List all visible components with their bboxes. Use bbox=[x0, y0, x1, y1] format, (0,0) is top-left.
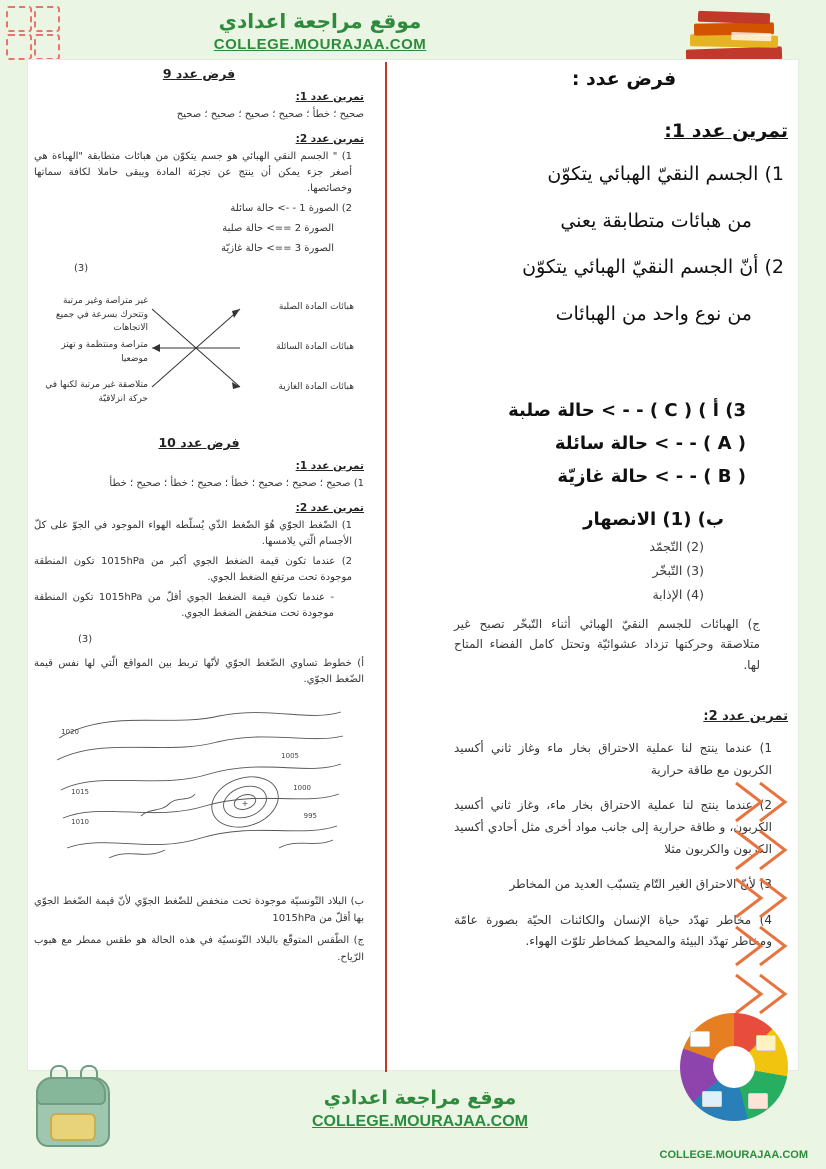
paragraph-c: ج) الهبائات للجسم النقيّ الهبائي أثناء التّبخّر تصبح غير متلاصقة وحركتها تزداد عشوائيّة وتحتل كامل الفضاء المتاح لها. bbox=[454, 617, 760, 672]
footer-url[interactable]: COLLEGE.MOURAJAA.COM bbox=[312, 1113, 528, 1130]
answer-3b: ( A ) - - > حالة سائلة bbox=[554, 433, 746, 454]
exercise-2-item-2: 2) عندما ينتج لنا عملية الاحتراق بخار ماء، وغاز ثاني أكسيد الكربون، و طاقة حرارية إلى جانب مواد أخرى مثل أحادي أكسيد الكربون والكربون مثلا bbox=[454, 798, 772, 856]
chevron-decoration bbox=[718, 779, 790, 1029]
matching-diagram bbox=[44, 293, 354, 413]
option-2: (2) التّجمّد bbox=[649, 539, 704, 554]
block2-line-2: 2) عندما تكون قيمة الضغط الجوي أكبر من 1015hPa تكون المنطقة موجودة تحت مرتفع الضغط الجوي. bbox=[34, 556, 353, 583]
svg-text:1020: 1020 bbox=[61, 728, 79, 736]
match-right-3: متلاصقة غير مرتبة لكنها في حركة انزلاقيّة bbox=[45, 380, 148, 404]
svg-text:1015: 1015 bbox=[71, 788, 89, 796]
match-right-1: غير متراصة وغير مرتبة وتتحرك بسرعة في جميع الاتجاهات bbox=[55, 296, 148, 333]
exercise-2-title: تمرين عدد 2: bbox=[703, 709, 788, 725]
block2-line-3: - عندما تكون قيمة الضغط الجوي أقلّ من 1015hPa تكون المنطقة موجودة تحت منخفض الضغط الجوي. bbox=[34, 592, 335, 619]
question-1: 1) الجسم النقيّ الهبائي يتكوّن bbox=[547, 163, 784, 185]
exercise-2-item-1: 1) عندما ينتج لنا عملية الاحتراق بخار ماء وغاز ثاني أكسيد الكربون مع طاقة حرارية bbox=[454, 741, 772, 777]
pressure-map-sketch bbox=[49, 698, 349, 888]
block1-heading: فرض عدد 9 bbox=[162, 66, 236, 81]
frame-right bbox=[798, 0, 826, 1169]
svg-text:+: + bbox=[241, 799, 249, 808]
match-right-2: متراصة ومنتظمة و تهتز موضعيا bbox=[61, 340, 148, 364]
map-caption-a: أ) خطوط تساوي الضّغط الجوّي لأنّها تربط بين المواقع الّتي لها نفس قيمة الضّغط الجوّي. bbox=[34, 658, 364, 685]
block1-ex1-line: صحيح ؛ خطأ ؛ صحيح ؛ صحيح ؛ صحيح ؛ صحيح bbox=[176, 109, 364, 120]
match-left-1: هبائات المادة الصلبة bbox=[278, 302, 354, 312]
decorative-dotted-squares bbox=[6, 6, 68, 62]
block1-line-2: 2) الصورة 1 - -> حالة سائلة bbox=[230, 203, 352, 214]
svg-text:1000: 1000 bbox=[293, 784, 311, 792]
pressure-map-svg bbox=[49, 698, 349, 883]
option-4: (4) الإذابة bbox=[652, 587, 704, 602]
svg-text:1010: 1010 bbox=[71, 818, 89, 826]
column-divider bbox=[385, 62, 387, 1072]
document-title: فرض عدد : bbox=[571, 68, 677, 90]
header-banner bbox=[60, 4, 580, 58]
frame-left bbox=[0, 0, 28, 1169]
block1-line-1: 1) " الجسم النقي الهبائي هو جسم يتكوّن من هبائات متطابقة "الهباءة هي أصغر جزء يمكن أن ينتج عن تجزئة المادة ويبقى حاملا لكافة سماتها وخصائصها. bbox=[34, 151, 352, 194]
match-left-2: هبائات المادة السائلة bbox=[276, 342, 354, 352]
block1-ex2-title: تمرين عدد 2: bbox=[295, 133, 364, 145]
block2-line-1: 1) الضّغط الجوّي هُوَ الضّغط الذّي يُسلّطه الهواء الموجود في الجوّ على كلّ الأجسام الّتي يلامسها. bbox=[34, 520, 352, 547]
option-3: (3) التّبخّر bbox=[652, 563, 704, 578]
footer-watermark: COLLEGE.MOURAJAA.COM bbox=[659, 1149, 808, 1161]
exercise-1-title: تمرين عدد 1: bbox=[664, 120, 788, 142]
map-caption-c: ج) الطّقس المتوقّع بالبلاد التّونسيّة في هذه الحالة هو طقس ممطر مع هبوب الرّياح. bbox=[34, 935, 364, 963]
svg-text:1005: 1005 bbox=[281, 752, 299, 760]
block2 bbox=[34, 435, 364, 966]
answer-3a: 3) أ ) ( C ) - - > حالة صلبة bbox=[508, 400, 746, 421]
block1-ex1-title: تمرين عدد 1: bbox=[295, 91, 364, 103]
block2-ex1-line: 1) صحيح ؛ صحيح ؛ صحيح ؛ خطأ ؛ صحيح ؛ خطأ ؛ صحيح ؛ خطأ bbox=[109, 478, 364, 489]
block2-ex1-title: تمرين عدد 1: bbox=[295, 460, 364, 472]
answer-3c: ( B ) - - > حالة غازيّة bbox=[557, 466, 746, 487]
answer-3d: ب) (1) الانصهار bbox=[583, 509, 724, 530]
secondary-answers-column bbox=[34, 62, 364, 1072]
block1-line-5: (3) bbox=[74, 263, 89, 274]
block2-ex2-title: تمرين عدد 2: bbox=[295, 502, 364, 514]
block2-line-4: (3) bbox=[78, 634, 93, 645]
header-url[interactable]: COLLEGE.MOURAJAA.COM bbox=[213, 36, 427, 53]
exercise-2-item-4: 4) مخاطر تهدّد حياة الإنسان والكائنات الحيّة بصورة عامّة ومخاطر تهدّد البيئة والمحيط كمخاطر تلوّث الهواء. bbox=[454, 912, 772, 949]
map-caption-b: ب) البلاد التّونسيّة موجودة تحت منخفض للضّغط الجوّي لأنّ قيمة الضّغط الجوّي بها أقلّ من 1015hPa bbox=[34, 896, 364, 924]
footer-title: موقع مراجعة اعدادي bbox=[323, 1087, 517, 1109]
question-2-cont: من نوع واحد من الهبائات bbox=[555, 302, 752, 325]
school-pie-illustration bbox=[680, 1013, 788, 1121]
svg-text:995: 995 bbox=[303, 812, 317, 820]
match-left-3: هبائات المادة الغازية bbox=[278, 382, 354, 392]
exercise-2-item-3: 3) لأنّ الاحتراق الغير التّام يتسبّب العديد من المخاطر bbox=[509, 877, 772, 892]
backpack-illustration bbox=[26, 1063, 118, 1149]
footer-banner bbox=[230, 1087, 610, 1147]
question-1-cont: من هبائات متطابقة يعني bbox=[560, 209, 752, 232]
block1-line-4: الصورة 3 ==> حالة غازيّة bbox=[221, 243, 334, 254]
block1-line-3: الصورة 2 ==> حالة صلبة bbox=[222, 223, 334, 234]
question-2: 2) أنّ الجسم النقيّ الهبائي يتكوّن bbox=[522, 256, 784, 278]
block2-heading: فرض عدد 10 bbox=[158, 435, 240, 450]
header-title: موقع مراجعة اعدادي bbox=[218, 9, 422, 33]
